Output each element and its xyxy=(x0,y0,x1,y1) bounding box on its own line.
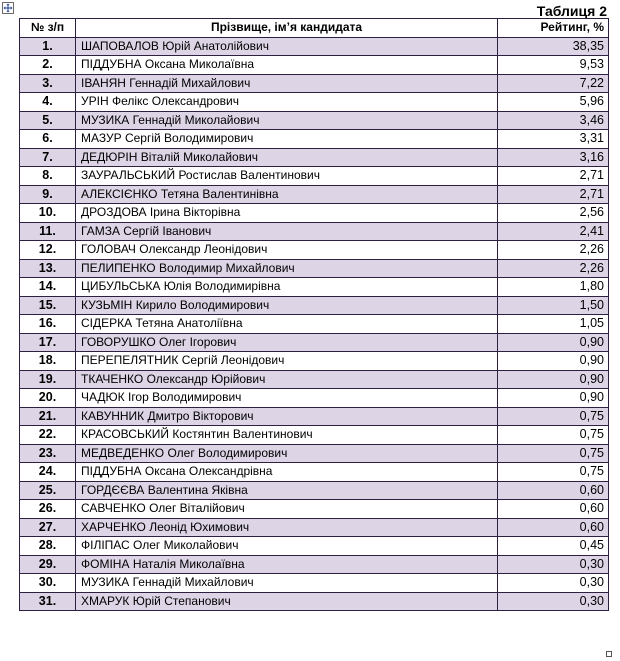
candidate-surname: КУЗЬМІН xyxy=(81,297,133,312)
candidate-rating: 0,60 xyxy=(498,518,609,537)
candidate-given-names: Геннадій Михайлович xyxy=(132,575,254,590)
candidate-name xyxy=(76,111,498,130)
candidate-rating: 2,26 xyxy=(498,259,609,278)
candidate-given-names: Володимир Михайлович xyxy=(158,260,295,275)
table-row xyxy=(20,315,609,334)
candidate-rating: 3,31 xyxy=(498,130,609,149)
candidate-rating: 7,22 xyxy=(498,74,609,93)
candidate-surname: МЕДВЕДЕНКО xyxy=(81,445,165,460)
candidate-surname: ПЕРЕПЕЛЯТНИК xyxy=(81,353,179,368)
table-row xyxy=(20,426,609,445)
candidate-name xyxy=(76,204,498,223)
candidate-surname: КРАСОВСЬКИЙ xyxy=(81,427,170,442)
candidate-surname: ЧАДЮК xyxy=(81,390,125,405)
row-number: 23. xyxy=(20,444,76,463)
table-row xyxy=(20,56,609,75)
candidate-rating: 38,35 xyxy=(498,37,609,56)
row-number: 4. xyxy=(20,93,76,112)
row-number: 15. xyxy=(20,296,76,315)
row-number: 31. xyxy=(20,592,76,611)
row-number: 13. xyxy=(20,259,76,278)
candidate-surname: УРІН xyxy=(81,94,109,109)
candidate-rating: 1,05 xyxy=(498,315,609,334)
candidate-surname: ЗАУРАЛЬСЬКИЙ xyxy=(81,168,176,183)
candidate-name xyxy=(76,56,498,75)
candidate-name xyxy=(76,518,498,537)
candidate-surname: ГОВОРУШКО xyxy=(81,334,156,349)
candidate-name xyxy=(76,333,498,352)
candidate-given-names: Леонід Юхимович xyxy=(149,519,250,534)
candidate-rating: 2,26 xyxy=(498,241,609,260)
table-row xyxy=(20,518,609,537)
table-row xyxy=(20,370,609,389)
candidate-rating: 0,45 xyxy=(498,537,609,556)
candidate-given-names: Ірина Вікторівна xyxy=(149,205,241,220)
candidate-given-names: Фелікс Олександрович xyxy=(111,94,240,109)
candidate-given-names: Костянтин Валентинович xyxy=(172,427,313,442)
table-row xyxy=(20,167,609,186)
table-row xyxy=(20,278,609,297)
header-rating: Рейтинг, % xyxy=(498,19,609,38)
candidate-given-names: Наталія Миколаївна xyxy=(132,556,245,571)
candidate-rating: 0,30 xyxy=(498,574,609,593)
table-row xyxy=(20,407,609,426)
candidate-given-names: Олег Володимирович xyxy=(167,445,288,460)
candidate-rating: 2,56 xyxy=(498,204,609,223)
candidate-name xyxy=(76,74,498,93)
table-resize-handle-icon[interactable] xyxy=(606,651,612,657)
candidate-name xyxy=(76,167,498,186)
row-number: 21. xyxy=(20,407,76,426)
row-number: 8. xyxy=(20,167,76,186)
row-number: 5. xyxy=(20,111,76,130)
row-number: 27. xyxy=(20,518,76,537)
candidate-given-names: Олег Ігорович xyxy=(159,334,237,349)
row-number: 20. xyxy=(20,389,76,408)
table-row xyxy=(20,259,609,278)
row-number: 11. xyxy=(20,222,76,241)
candidate-name xyxy=(76,315,498,334)
candidate-given-names: Сергій Леонідович xyxy=(181,353,285,368)
candidate-rating: 0,30 xyxy=(498,555,609,574)
candidate-given-names: Юрій Степанович xyxy=(132,593,231,608)
candidate-rating: 0,75 xyxy=(498,426,609,445)
table-row xyxy=(20,389,609,408)
candidate-name xyxy=(76,259,498,278)
table-caption: Таблиця 2 xyxy=(536,3,607,19)
candidate-surname: ГАМЗА xyxy=(81,223,120,238)
candidate-name xyxy=(76,537,498,556)
candidate-surname: ЦИБУЛЬСЬКА xyxy=(81,279,161,294)
candidate-surname: ФІЛІПАС xyxy=(81,538,130,553)
table-row xyxy=(20,130,609,149)
candidate-given-names: Оксана Миколаївна xyxy=(144,57,255,72)
candidate-surname: ГОЛОВАЧ xyxy=(81,242,136,257)
candidate-rating: 1,50 xyxy=(498,296,609,315)
candidate-surname: ІВАНЯН xyxy=(81,75,126,90)
candidates-table xyxy=(19,18,609,611)
candidate-surname: МУЗИКА xyxy=(81,575,130,590)
candidate-name xyxy=(76,241,498,260)
candidate-given-names: Олег Віталійович xyxy=(149,501,245,516)
candidate-name xyxy=(76,481,498,500)
candidate-rating: 0,30 xyxy=(498,592,609,611)
candidate-given-names: Тетяна Валентинівна xyxy=(160,186,279,201)
candidate-name xyxy=(76,278,498,297)
candidate-given-names: Сергій Іванович xyxy=(123,223,212,238)
header-name: Прізвище, ім’я кандидата xyxy=(76,19,498,38)
row-number: 3. xyxy=(20,74,76,93)
candidate-surname: ХМАРУК xyxy=(81,593,130,608)
table-row xyxy=(20,148,609,167)
table-row xyxy=(20,481,609,500)
candidate-given-names: Кирило Володимирович xyxy=(135,297,270,312)
candidate-name xyxy=(76,296,498,315)
candidate-surname: ФОМІНА xyxy=(81,556,130,571)
table-row xyxy=(20,37,609,56)
row-number: 12. xyxy=(20,241,76,260)
row-number: 14. xyxy=(20,278,76,297)
table-header-row xyxy=(20,19,609,38)
candidate-rating: 2,41 xyxy=(498,222,609,241)
table-row xyxy=(20,537,609,556)
candidate-rating: 2,71 xyxy=(498,185,609,204)
header-number: № з/п xyxy=(20,19,76,38)
row-number: 22. xyxy=(20,426,76,445)
candidate-given-names: Ігор Володимирович xyxy=(127,390,242,405)
candidate-rating: 0,90 xyxy=(498,352,609,371)
candidate-name xyxy=(76,389,498,408)
candidate-name xyxy=(76,407,498,426)
row-number: 9. xyxy=(20,185,76,204)
row-number: 30. xyxy=(20,574,76,593)
row-number: 17. xyxy=(20,333,76,352)
table-move-handle-icon[interactable] xyxy=(2,2,14,14)
candidate-rating: 0,90 xyxy=(498,333,609,352)
row-number: 26. xyxy=(20,500,76,519)
candidate-name xyxy=(76,352,498,371)
candidate-name xyxy=(76,463,498,482)
table-row xyxy=(20,185,609,204)
candidate-surname: ДРОЗДОВА xyxy=(81,205,147,220)
candidate-rating: 9,53 xyxy=(498,56,609,75)
candidate-given-names: Олександр Леонідович xyxy=(139,242,268,257)
candidate-name xyxy=(76,370,498,389)
candidate-rating: 0,75 xyxy=(498,444,609,463)
row-number: 2. xyxy=(20,56,76,75)
candidate-surname: ШАПОВАЛОВ xyxy=(81,38,159,53)
candidate-rating: 3,16 xyxy=(498,148,609,167)
candidate-name xyxy=(76,574,498,593)
candidate-name xyxy=(76,93,498,112)
candidate-rating: 0,60 xyxy=(498,500,609,519)
table-row xyxy=(20,352,609,371)
table-row xyxy=(20,111,609,130)
table-row xyxy=(20,333,609,352)
candidate-rating: 0,90 xyxy=(498,389,609,408)
candidate-given-names: Геннадій Миколайович xyxy=(132,112,260,127)
candidate-name xyxy=(76,500,498,519)
table-row xyxy=(20,93,609,112)
candidate-given-names: Юрій Анатолійович xyxy=(162,38,269,53)
candidate-name xyxy=(76,130,498,149)
candidate-name xyxy=(76,555,498,574)
candidate-name xyxy=(76,37,498,56)
candidate-surname: ХАРЧЕНКО xyxy=(81,519,146,534)
candidate-surname: ПІДДУБНА xyxy=(81,464,142,479)
row-number: 24. xyxy=(20,463,76,482)
candidate-rating: 1,80 xyxy=(498,278,609,297)
candidate-surname: ПЕЛИПЕНКО xyxy=(81,260,156,275)
candidate-surname: ТКАЧЕНКО xyxy=(81,371,144,386)
candidate-surname: САВЧЕНКО xyxy=(81,501,146,516)
candidate-given-names: Олександр Юрійович xyxy=(146,371,266,386)
candidate-name xyxy=(76,148,498,167)
table-row xyxy=(20,222,609,241)
table-row xyxy=(20,555,609,574)
candidate-given-names: Геннадій Михайлович xyxy=(129,75,251,90)
candidate-name xyxy=(76,426,498,445)
candidate-surname: ПІДДУБНА xyxy=(81,57,142,72)
row-number: 25. xyxy=(20,481,76,500)
table-row xyxy=(20,241,609,260)
candidate-surname: ГОРДЄЄВА xyxy=(81,482,145,497)
table-row xyxy=(20,463,609,482)
candidate-given-names: Сергій Володимирович xyxy=(124,131,254,146)
candidate-given-names: Ростислав Валентинович xyxy=(178,168,320,183)
candidate-name xyxy=(76,592,498,611)
candidate-rating: 0,90 xyxy=(498,370,609,389)
candidate-surname: СІДЕРКА xyxy=(81,316,133,331)
row-number: 28. xyxy=(20,537,76,556)
row-number: 19. xyxy=(20,370,76,389)
candidate-rating: 0,60 xyxy=(498,481,609,500)
table-row xyxy=(20,74,609,93)
candidate-rating: 0,75 xyxy=(498,407,609,426)
table-row xyxy=(20,204,609,223)
candidate-name xyxy=(76,185,498,204)
candidate-surname: МАЗУР xyxy=(81,131,122,146)
candidate-given-names: Дмитро Вікторович xyxy=(147,408,254,423)
candidate-rating: 3,46 xyxy=(498,111,609,130)
table-row xyxy=(20,296,609,315)
row-number: 10. xyxy=(20,204,76,223)
candidate-given-names: Тетяна Анатоліївна xyxy=(135,316,243,331)
row-number: 1. xyxy=(20,37,76,56)
row-number: 7. xyxy=(20,148,76,167)
candidate-rating: 0,75 xyxy=(498,463,609,482)
table-row xyxy=(20,444,609,463)
table-row xyxy=(20,574,609,593)
row-number: 18. xyxy=(20,352,76,371)
candidate-surname: АЛЕКСІЄНКО xyxy=(81,186,158,201)
candidate-given-names: Віталій Миколайович xyxy=(140,149,259,164)
candidate-given-names: Оксана Олександрівна xyxy=(144,464,273,479)
candidate-rating: 2,71 xyxy=(498,167,609,186)
candidate-given-names: Валентина Яківна xyxy=(147,482,248,497)
table-body xyxy=(20,37,609,611)
table-row xyxy=(20,500,609,519)
candidate-surname: КАВУННИК xyxy=(81,408,145,423)
candidate-surname: МУЗИКА xyxy=(81,112,130,127)
row-number: 6. xyxy=(20,130,76,149)
row-number: 29. xyxy=(20,555,76,574)
candidate-rating: 5,96 xyxy=(498,93,609,112)
candidate-given-names: Юлія Володимирівна xyxy=(163,279,281,294)
candidate-given-names: Олег Миколайович xyxy=(133,538,239,553)
candidate-name xyxy=(76,444,498,463)
candidate-surname: ДЕДЮРІН xyxy=(81,149,138,164)
candidate-name xyxy=(76,222,498,241)
row-number: 16. xyxy=(20,315,76,334)
table-row xyxy=(20,592,609,611)
